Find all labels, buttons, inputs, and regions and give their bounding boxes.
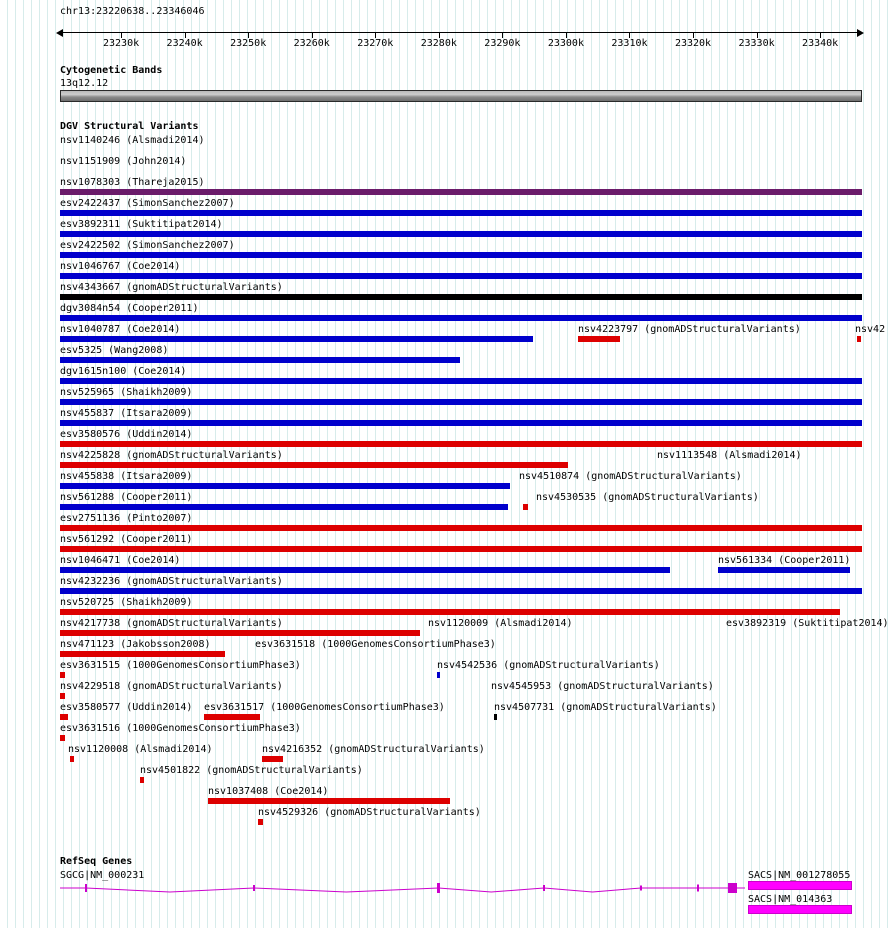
refseq-section-title: RefSeq Genes [60, 856, 133, 867]
gene-label[interactable]: SACS|NM_001278055 [748, 870, 851, 881]
ruler-tick-label: 23330k [738, 38, 775, 49]
variant-label[interactable]: nsv4216352 (gnomADStructuralVariants) [262, 744, 485, 755]
variant-row [0, 513, 890, 534]
cytoband-bar[interactable] [60, 90, 862, 102]
variant-label[interactable]: nsv1120008 (Alsmadi2014) [68, 744, 213, 755]
variant-label[interactable]: nsv4232236 (gnomADStructuralVariants) [60, 576, 283, 587]
variant-label[interactable]: esv3631517 (1000GenomesConsortiumPhase3) [204, 702, 445, 713]
variant-row [0, 450, 890, 471]
variant-label[interactable]: nsv4530535 (gnomADStructuralVariants) [536, 492, 759, 503]
variant-row [0, 471, 890, 492]
ruler-line [63, 32, 857, 33]
variant-row [0, 807, 890, 828]
variant-label[interactable]: esv2751136 (Pinto2007) [60, 513, 193, 524]
variant-label[interactable]: nsv1046767 (Coe2014) [60, 261, 181, 272]
variant-bar[interactable] [70, 756, 74, 762]
variant-bar[interactable] [578, 336, 620, 342]
variant-bar[interactable] [60, 483, 510, 489]
gene-label[interactable]: SACS|NM_014363 [748, 894, 833, 905]
variant-label[interactable]: esv5325 (Wang2008) [60, 345, 169, 356]
variant-bar[interactable] [60, 651, 225, 657]
variant-label[interactable]: nsv1040787 (Coe2014) [60, 324, 181, 335]
variant-bar[interactable] [60, 231, 862, 237]
variant-label[interactable]: nsv4343667 (gnomADStructuralVariants) [60, 282, 283, 293]
region-coordinates: chr13:23220638..23346046 [60, 6, 205, 17]
ruler-tick-label: 23240k [166, 38, 203, 49]
variant-row [0, 429, 890, 450]
variant-bar[interactable] [60, 525, 862, 531]
variant-row [0, 282, 890, 303]
variant-label[interactable]: nsv525965 (Shaikh2009) [60, 387, 193, 398]
variant-label[interactable]: nsv1037408 (Coe2014) [208, 786, 329, 797]
variant-label[interactable]: esv3580576 (Uddin2014) [60, 429, 193, 440]
variant-row [0, 303, 890, 324]
variant-label[interactable]: nsv4507731 (gnomADStructuralVariants) [494, 702, 717, 713]
variant-bar[interactable] [857, 336, 861, 342]
gene-exon[interactable] [85, 884, 87, 892]
variant-label[interactable]: nsv4217738 (gnomADStructuralVariants) [60, 618, 283, 629]
variant-label[interactable]: esv3631518 (1000GenomesConsortiumPhase3) [255, 639, 496, 650]
variant-row [0, 492, 890, 513]
variant-label[interactable]: nsv42 [855, 324, 886, 335]
ruler-tick-label: 23290k [484, 38, 521, 49]
variant-bar[interactable] [60, 588, 862, 594]
ruler-tick-label: 23230k [103, 38, 140, 49]
variant-bar[interactable] [60, 399, 862, 405]
cytobands-section-title: Cytogenetic Bands [60, 65, 163, 76]
variant-bar[interactable] [60, 735, 65, 741]
ruler-tick-label: 23260k [293, 38, 330, 49]
ruler-right-arrow-icon[interactable] [857, 29, 864, 37]
variant-row [0, 324, 890, 345]
variant-bar[interactable] [262, 756, 283, 762]
variant-label[interactable]: nsv4229518 (gnomADStructuralVariants) [60, 681, 283, 692]
variant-row [0, 723, 890, 744]
variant-bar[interactable] [60, 504, 508, 510]
variant-label[interactable]: esv3631516 (1000GenomesConsortiumPhase3) [60, 723, 301, 734]
variant-label[interactable]: esv2422502 (SimonSanchez2007) [60, 240, 235, 251]
variant-label[interactable]: dgv1615n100 (Coe2014) [60, 366, 187, 377]
variant-label[interactable]: nsv4529326 (gnomADStructuralVariants) [258, 807, 481, 818]
gene-label[interactable]: SGCG|NM_000231 [60, 870, 145, 881]
variant-row [0, 366, 890, 387]
variant-label[interactable]: nsv1151909 (John2014) [60, 156, 187, 167]
variant-bar[interactable] [60, 315, 862, 321]
variant-row [0, 660, 890, 681]
cytoband-name: 13q12.12 [60, 78, 109, 89]
variant-label[interactable]: esv2422437 (SimonSanchez2007) [60, 198, 235, 209]
variant-label[interactable]: esv3892319 (Suktitipat2014) [726, 618, 889, 629]
variant-label[interactable]: nsv561292 (Cooper2011) [60, 534, 193, 545]
variant-label[interactable]: nsv4545953 (gnomADStructuralVariants) [491, 681, 714, 692]
variant-label[interactable]: nsv4225828 (gnomADStructuralVariants) [60, 450, 283, 461]
variant-row [0, 597, 890, 618]
ruler-left-arrow-icon[interactable] [56, 29, 63, 37]
variant-row [0, 408, 890, 429]
variant-row [0, 219, 890, 240]
variant-row [0, 177, 890, 198]
ruler-tick-label: 23250k [230, 38, 267, 49]
variant-bar[interactable] [60, 630, 420, 636]
variant-label[interactable]: nsv1113548 (Alsmadi2014) [657, 450, 802, 461]
variant-bar[interactable] [204, 714, 260, 720]
variant-label[interactable]: esv3892311 (Suktitipat2014) [60, 219, 223, 230]
variant-bar[interactable] [60, 252, 862, 258]
gene-exon[interactable] [640, 886, 642, 891]
gene-exon[interactable] [543, 885, 545, 891]
variant-bar[interactable] [437, 672, 440, 678]
variant-bar[interactable] [60, 462, 568, 468]
gene-box[interactable] [748, 905, 852, 914]
variant-label[interactable]: nsv1140246 (Alsmadi2014) [60, 135, 205, 146]
variant-bar[interactable] [494, 714, 497, 720]
variant-bar[interactable] [208, 798, 450, 804]
variant-bar[interactable] [60, 441, 862, 447]
ruler-tick-label: 23280k [420, 38, 457, 49]
variant-label[interactable]: esv3580577 (Uddin2014) [60, 702, 193, 713]
variant-row [0, 786, 890, 807]
variant-label[interactable]: nsv4501822 (gnomADStructuralVariants) [140, 765, 363, 776]
variant-bar[interactable] [718, 567, 850, 573]
variant-bar[interactable] [60, 273, 862, 279]
variant-label[interactable]: nsv4510874 (gnomADStructuralVariants) [519, 471, 742, 482]
variant-label[interactable]: nsv455838 (Itsara2009) [60, 471, 193, 482]
variant-label[interactable]: nsv4223797 (gnomADStructuralVariants) [578, 324, 801, 335]
variant-bar[interactable] [60, 378, 862, 384]
variant-row [0, 744, 890, 765]
variant-bar[interactable] [60, 294, 862, 300]
variant-bar[interactable] [60, 210, 862, 216]
dgv-section-title: DGV Structural Variants [60, 121, 199, 132]
variant-label[interactable]: nsv4542536 (gnomADStructuralVariants) [437, 660, 660, 671]
ruler-tick-label: 23320k [674, 38, 712, 49]
variant-bar[interactable] [60, 693, 65, 699]
variant-row [0, 555, 890, 576]
variant-row [0, 135, 890, 156]
variant-row [0, 345, 890, 366]
variant-row [0, 681, 890, 702]
variant-row [0, 387, 890, 408]
variant-label[interactable]: esv3631515 (1000GenomesConsortiumPhase3) [60, 660, 301, 671]
variant-row [0, 765, 890, 786]
variant-bar[interactable] [258, 819, 263, 825]
variant-bar[interactable] [60, 189, 862, 195]
variant-label[interactable]: dgv3084n54 (Cooper2011) [60, 303, 199, 314]
variant-row [0, 639, 890, 660]
variant-row [0, 198, 890, 219]
ruler-tick-label: 23310k [611, 38, 648, 49]
gene-exon[interactable] [437, 883, 440, 893]
variant-row [0, 534, 890, 555]
variant-bar[interactable] [140, 777, 144, 783]
gene-exon[interactable] [728, 883, 737, 893]
variant-row [0, 576, 890, 597]
gene-box[interactable] [748, 881, 852, 890]
variant-label[interactable]: nsv1046471 (Coe2014) [60, 555, 181, 566]
gene-exon[interactable] [253, 885, 255, 891]
variant-row [0, 618, 890, 639]
variant-label[interactable]: nsv561334 (Cooper2011) [718, 555, 851, 566]
variant-bar[interactable] [60, 420, 862, 426]
gene-intron-line [60, 888, 745, 892]
variant-row [0, 261, 890, 282]
variant-bar[interactable] [523, 504, 528, 510]
ruler-tick-label: 23340k [802, 38, 839, 49]
variant-label[interactable]: nsv1078303 (Thareja2015) [60, 177, 205, 188]
variant-row [0, 240, 890, 261]
gene-exon[interactable] [697, 885, 699, 892]
variant-label[interactable]: nsv520725 (Shaikh2009) [60, 597, 193, 608]
variant-bar[interactable] [60, 336, 533, 342]
variant-label[interactable]: nsv1120009 (Alsmadi2014) [428, 618, 573, 629]
ruler-tick-label: 23270k [357, 38, 394, 49]
variant-row [0, 156, 890, 177]
variant-label[interactable]: nsv455837 (Itsara2009) [60, 408, 193, 419]
variant-bar[interactable] [60, 609, 840, 615]
variant-bar[interactable] [60, 714, 68, 720]
variant-row [0, 702, 890, 723]
variant-bar[interactable] [60, 672, 65, 678]
variant-bar[interactable] [60, 357, 460, 363]
variant-label[interactable]: nsv561288 (Cooper2011) [60, 492, 193, 503]
variant-bar[interactable] [60, 546, 862, 552]
variant-bar[interactable] [60, 567, 670, 573]
ruler-tick-label: 23300k [547, 38, 584, 49]
variant-label[interactable]: nsv471123 (Jakobsson2008) [60, 639, 211, 650]
